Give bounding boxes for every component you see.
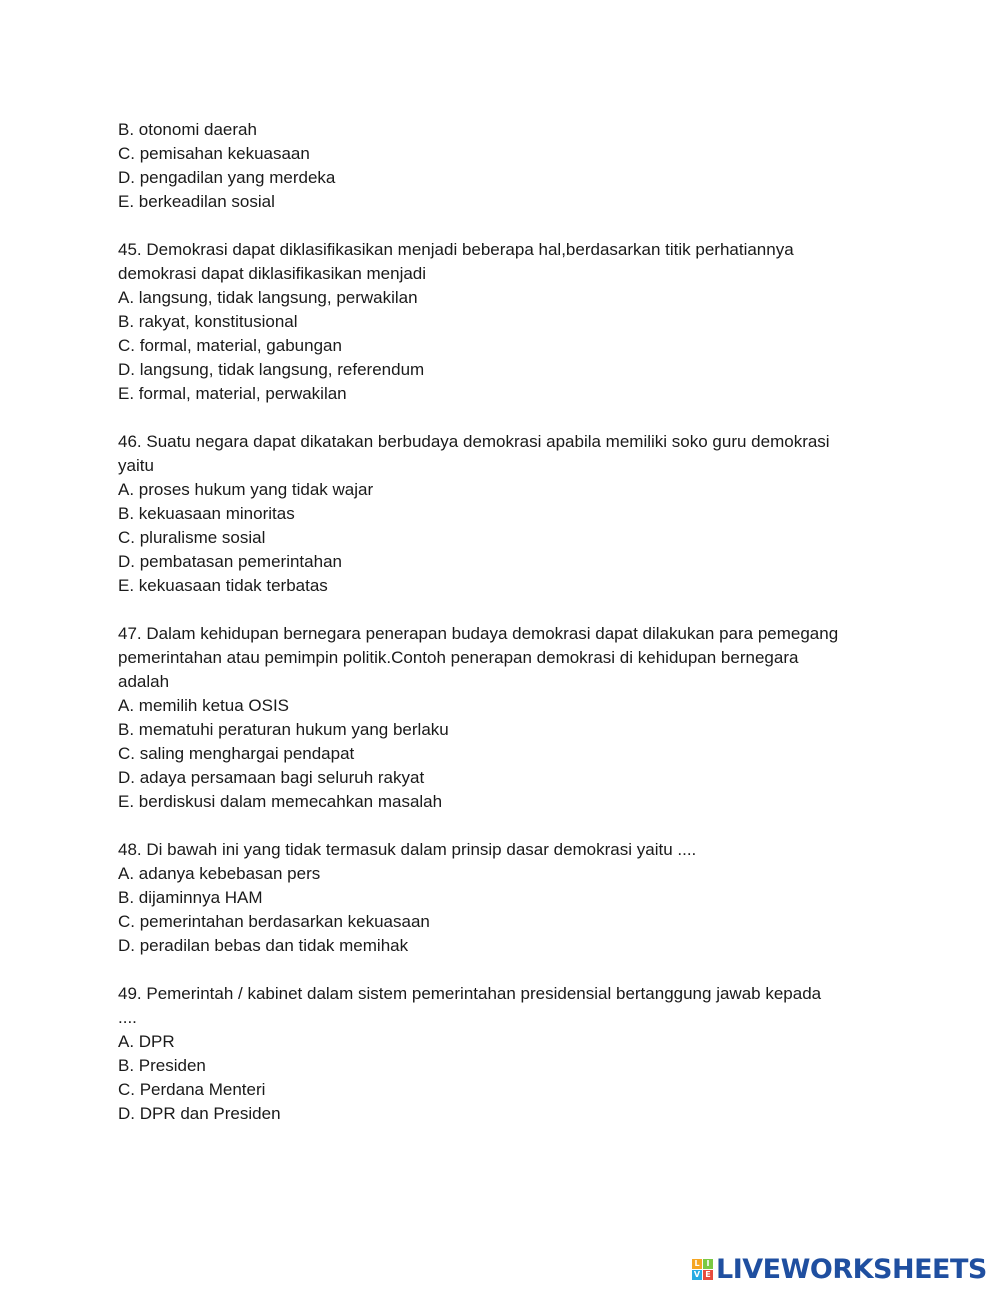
option-line: B. otonomi daerah: [118, 120, 257, 139]
option-b: B. dijaminnya HAM: [118, 888, 263, 907]
option-a: A. memilih ketua OSIS: [118, 696, 290, 715]
question-46: [118, 430, 898, 598]
option-e: E. berdiskusi dalam memecahkan masalah: [118, 792, 443, 811]
question-text: 46. Suatu negara dapat dikatakan berbudaya demokrasi apabila memiliki soko guru demokrasi: [118, 432, 830, 451]
option-b: B. Presiden: [118, 1056, 206, 1075]
question-text: adalah: [118, 672, 170, 691]
option-b: B. kekuasaan minoritas: [118, 504, 295, 523]
option-c: C. pluralisme sosial: [118, 528, 266, 547]
option-a: A. DPR: [118, 1032, 175, 1051]
question-text: ....: [118, 1008, 137, 1027]
option-d: D. langsung, tidak langsung, referendum: [118, 360, 425, 379]
question-text: 45. Demokrasi dapat diklasifikasikan menjadi beberapa hal,berdasarkan titik perhatiannya: [118, 240, 794, 259]
logo-grid-cell: I: [703, 1259, 713, 1269]
option-d: D. DPR dan Presiden: [118, 1104, 281, 1123]
logo-grid-cell: E: [703, 1270, 713, 1280]
logo-grid-icon: [692, 1259, 713, 1280]
question-text: 49. Pemerintah / kabinet dalam sistem pemerintahan presidensial bertanggung jawab kepada: [118, 984, 822, 1003]
continued-options: [118, 118, 898, 214]
question-text: 48. Di bawah ini yang tidak termasuk dalam prinsip dasar demokrasi yaitu ....: [118, 840, 697, 859]
option-e: E. kekuasaan tidak terbatas: [118, 576, 328, 595]
question-text: yaitu: [118, 456, 154, 475]
option-a: A. adanya kebebasan pers: [118, 864, 321, 883]
question-text: pemerintahan atau pemimpin politik.Contoh penerapan demokrasi di kehidupan bernegara: [118, 648, 799, 667]
option-line: C. pemisahan kekuasaan: [118, 144, 310, 163]
option-line: E. berkeadilan sosial: [118, 192, 275, 211]
option-d: D. adaya persamaan bagi seluruh rakyat: [118, 768, 425, 787]
option-c: C. formal, material, gabungan: [118, 336, 342, 355]
question-45: [118, 238, 898, 406]
option-d: D. pembatasan pemerintahan: [118, 552, 342, 571]
option-c: C. saling menghargai pendapat: [118, 744, 355, 763]
option-b: B. rakyat, konstitusional: [118, 312, 298, 331]
logo-text: LIVEWORKSHEETS: [716, 1253, 987, 1285]
logo-grid-cell: L: [692, 1259, 702, 1269]
option-b: B. mematuhi peraturan hukum yang berlaku: [118, 720, 449, 739]
question-47: [118, 622, 898, 814]
question-text: 47. Dalam kehidupan bernegara penerapan budaya demokrasi dapat dilakukan para pemegang: [118, 624, 839, 643]
question-48: [118, 838, 898, 958]
option-line: D. pengadilan yang merdeka: [118, 168, 336, 187]
option-d: D. peradilan bebas dan tidak memihak: [118, 936, 409, 955]
option-c: C. pemerintahan berdasarkan kekuasaan: [118, 912, 430, 931]
option-e: E. formal, material, perwakilan: [118, 384, 347, 403]
question-text: demokrasi dapat diklasifikasikan menjadi: [118, 264, 427, 283]
option-a: A. proses hukum yang tidak wajar: [118, 480, 374, 499]
liveworksheets-logo: [692, 1254, 987, 1284]
option-c: C. Perdana Menteri: [118, 1080, 266, 1099]
option-a: A. langsung, tidak langsung, perwakilan: [118, 288, 418, 307]
question-49: [118, 982, 898, 1126]
logo-grid-cell: V: [693, 1269, 701, 1279]
worksheet-content: [118, 118, 898, 1150]
